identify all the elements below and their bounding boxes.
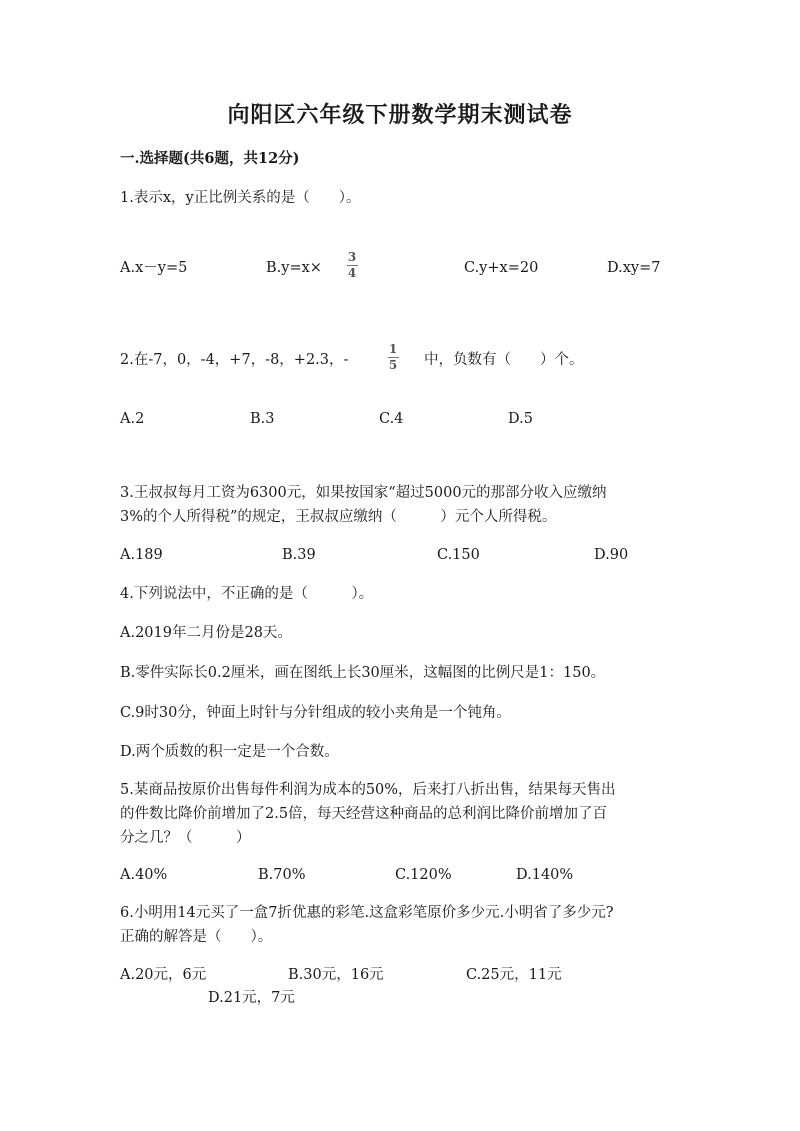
question-5-line-2: 的件数比降价前增加了2.5倍，每天经营这种商品的总利润比降价前增加了百	[120, 806, 608, 822]
question-2-stem-start: 2.在-7，0，-4，+7，-8，+2.3，-	[120, 352, 349, 368]
question-5-line-1: 5.某商品按原价出售每件利润为成本的50%，后来打八折出售，结果每天售出	[120, 782, 616, 798]
question-3-line-2: 3%的个人所得税”的规定，王叔叔应缴纳（ ）元个人所得税。	[120, 509, 557, 525]
question-5-option-b: B.70%	[258, 867, 306, 883]
question-1-stem: 1.表示x，y正比例关系的是（ ）。	[120, 190, 361, 206]
question-4-option-c: C.9时30分，钟面上时针与分针组成的较小夹角是一个钝角。	[120, 705, 511, 721]
fraction-numerator: 1	[388, 342, 398, 356]
question-2-stem-end: 中，负数有（ ）个。	[424, 352, 584, 368]
question-3-line-1: 3.王叔叔每月工资为6300元，如果按国家“超过5000元的那部分收入应缴纳	[120, 485, 607, 501]
question-2-option-d: D.5	[508, 411, 533, 427]
fraction-denominator: 5	[388, 358, 398, 372]
question-6-option-d: D.21元，7元	[208, 990, 295, 1006]
question-6-option-a: A.20元，6元	[120, 967, 207, 983]
question-6-line-1: 6.小明用14元买了一盒7折优惠的彩笔.这盒彩笔原价多少元.小明省了多少元?	[120, 905, 614, 921]
question-1-option-a: A.x－y=5	[120, 260, 188, 276]
question-1-option-c: C.y+x=20	[464, 260, 539, 276]
question-5-line-3: 分之几？（ ）	[120, 830, 251, 846]
question-4-option-b: B.零件实际长0.2厘米，画在图纸上长30厘米，这幅图的比例尺是1：150。	[120, 665, 606, 681]
question-2-option-c: C.4	[379, 411, 404, 427]
page-title: 向阳区六年级下册数学期末测试卷	[227, 102, 573, 128]
question-3-option-d: D.90	[594, 547, 629, 563]
question-1-option-d: D.xy=7	[607, 260, 661, 276]
question-4-stem: 4.下列说法中，不正确的是（ ）。	[120, 586, 374, 602]
question-4-option-a: A.2019年二月份是28天。	[120, 625, 292, 641]
question-2-option-b: B.3	[250, 411, 275, 427]
question-3-option-b: B.39	[282, 547, 316, 563]
section-heading: 一.选择题(共6题，共12分)	[120, 150, 300, 167]
question-3-option-c: C.150	[437, 547, 480, 563]
question-2-option-a: A.2	[120, 411, 145, 427]
question-6-line-2: 正确的解答是（ ）。	[120, 929, 273, 945]
question-6-option-b: B.30元，16元	[288, 967, 384, 983]
question-1-option-b: B.y=x×	[266, 260, 322, 276]
question-6-option-c: C.25元，11元	[466, 967, 562, 983]
question-4-option-d: D.两个质数的积一定是一个合数。	[120, 744, 339, 760]
question-3-option-a: A.189	[120, 547, 163, 563]
question-5-option-a: A.40%	[120, 867, 168, 883]
question-2-fraction	[386, 343, 400, 372]
fraction-numerator: 3	[347, 250, 357, 264]
question-5-option-c: C.120%	[395, 867, 452, 883]
question-5-option-d: D.140%	[516, 867, 574, 883]
question-1-fraction	[345, 251, 359, 280]
fraction-denominator: 4	[347, 266, 357, 280]
